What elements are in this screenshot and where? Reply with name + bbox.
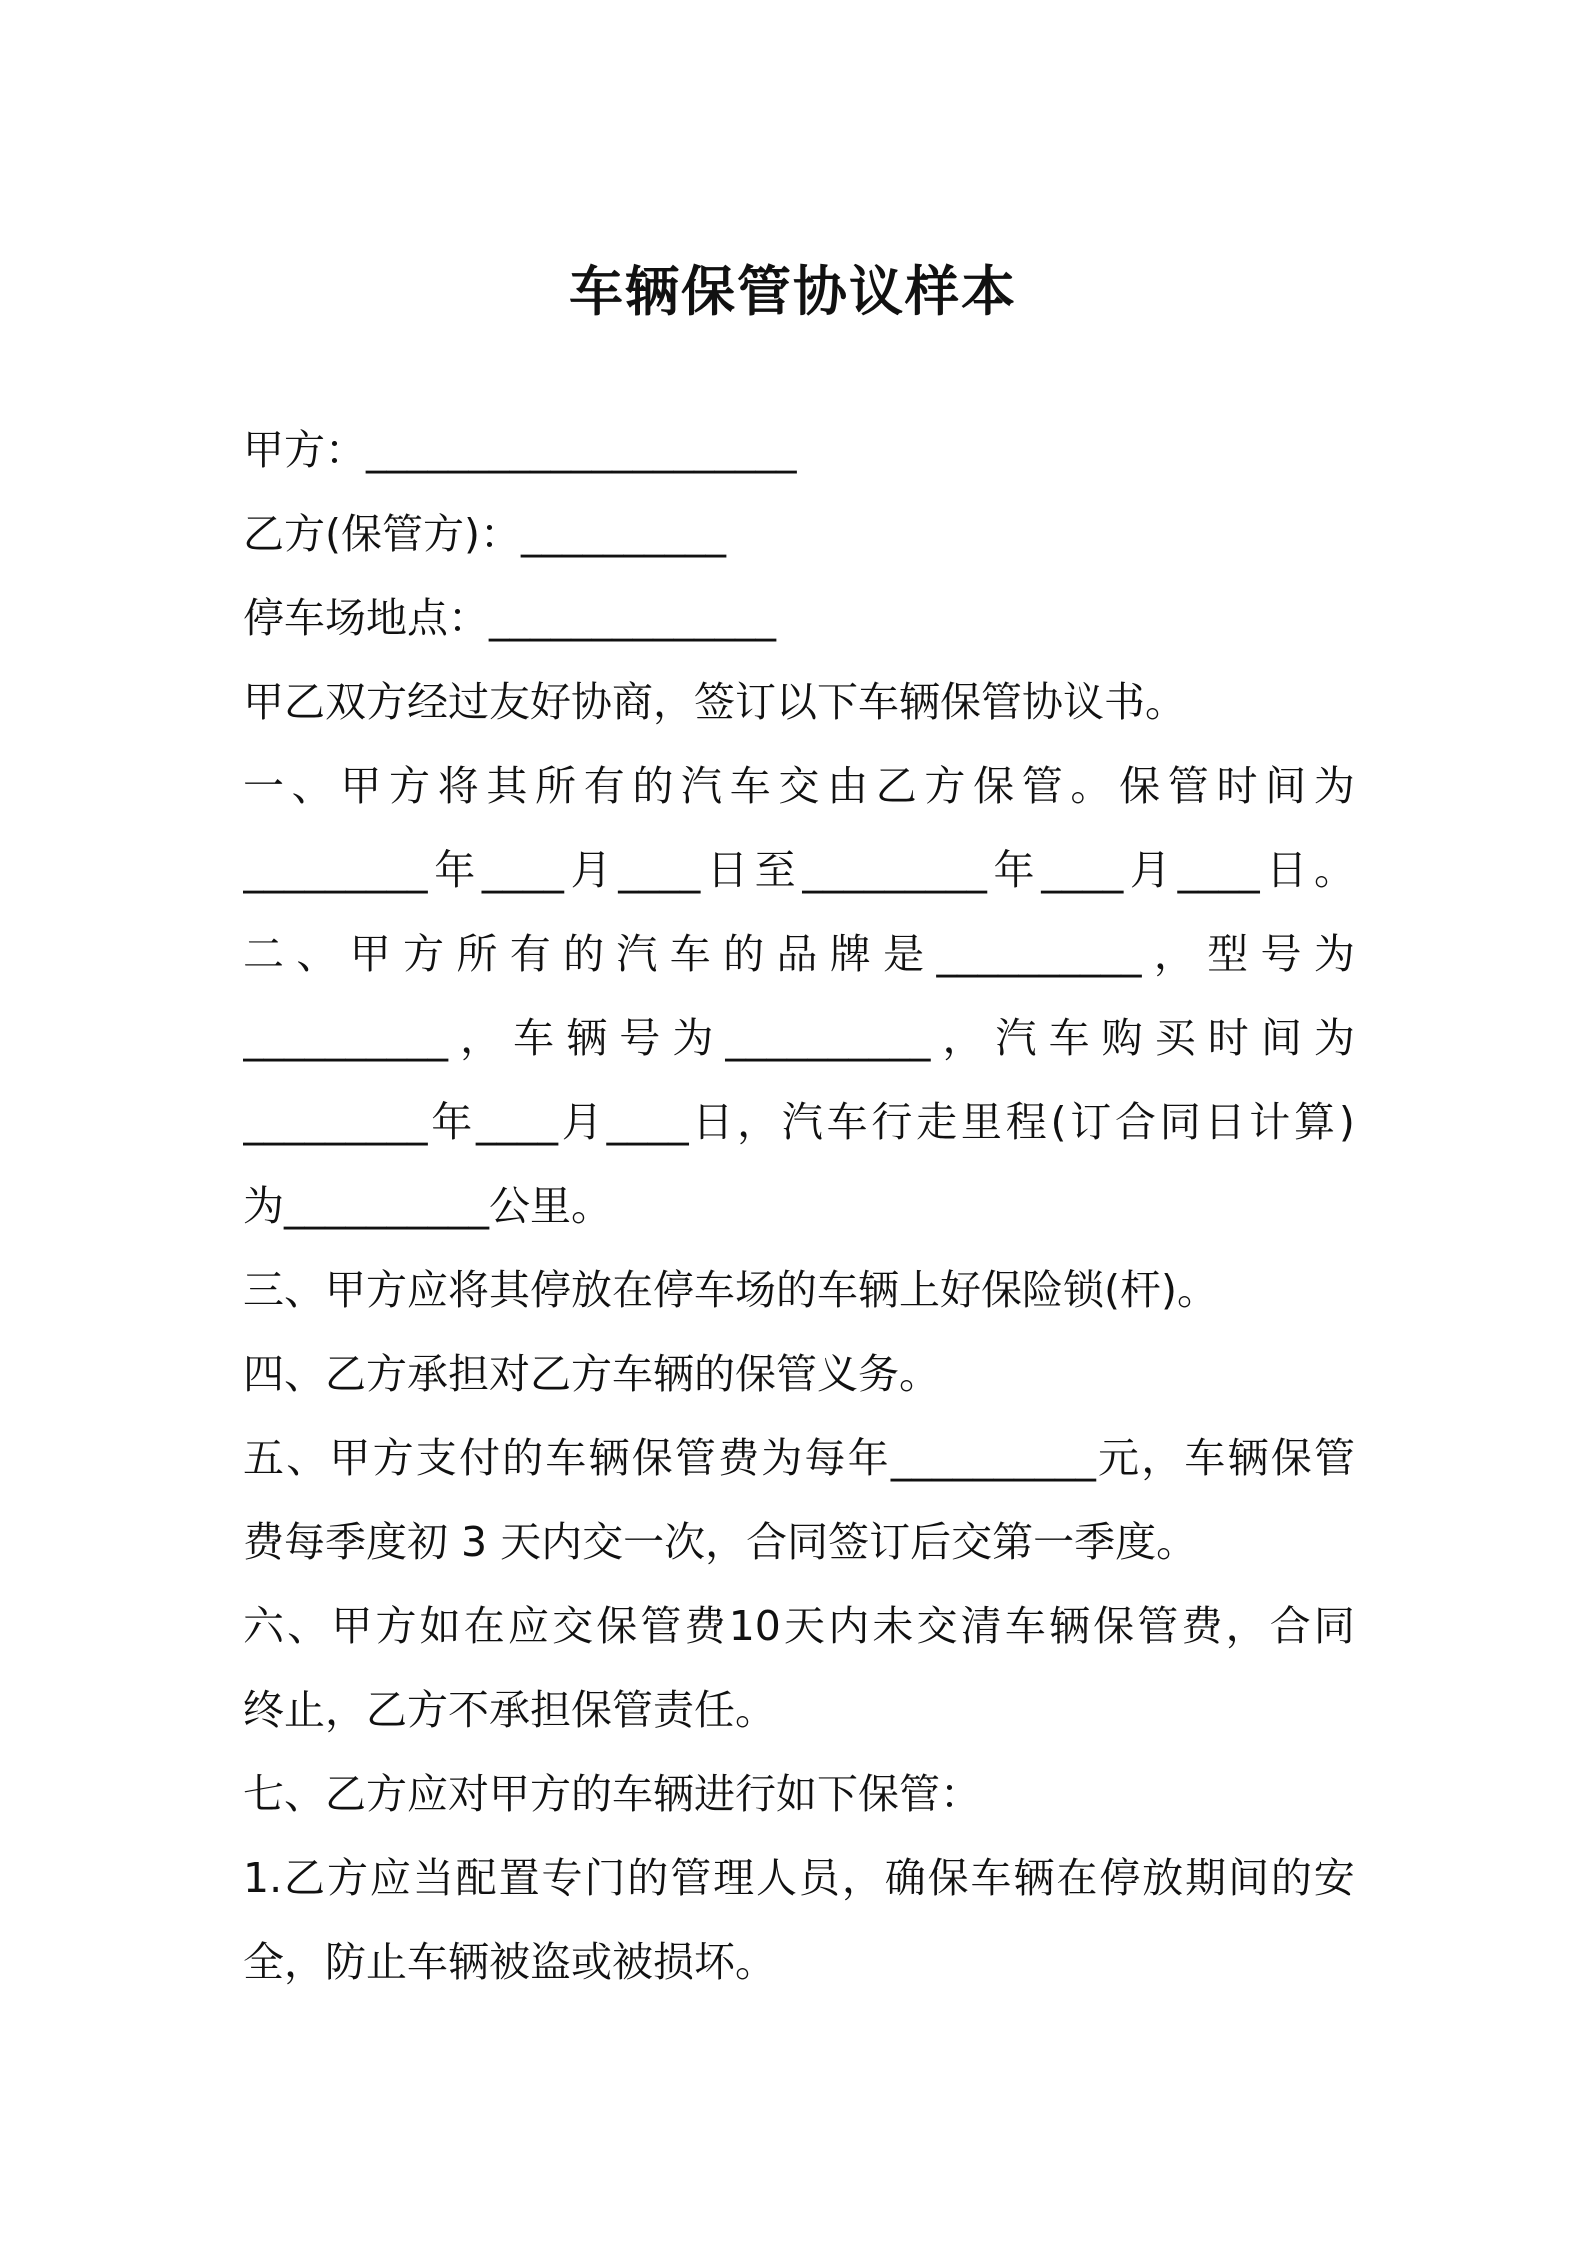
clause-7-item-1-line-2: 全，防止车辆被盗或被损坏。 bbox=[243, 1938, 776, 1986]
clause-1-line-1: 一 、 甲 方 将 其 所 有 的 汽 车 交 由 乙 方 保 管 。 保 管 时 间 为 bbox=[243, 762, 1355, 810]
clause-2-line-4: 为__________公里。 bbox=[243, 1182, 612, 1230]
parking-location-line: 停车场地点：______________ bbox=[243, 594, 776, 642]
clause-7-line: 七、乙方应对甲方的车辆进行如下保管： bbox=[243, 1770, 981, 1818]
clause-6-line-2: 终止，乙方不承担保管责任。 bbox=[243, 1686, 776, 1734]
clause-2-line-3: _________ 年 ____ 月 ____ 日 ， 汽 车 行 走 里 程 ( 订 合 同 日 计 算 ) bbox=[243, 1098, 1355, 1146]
clause-6-line-1: 六 、 甲 方 如 在 应 交 保 管 费 10 天 内 未 交 清 车 辆 保 管 费 ， 合 同 bbox=[243, 1602, 1355, 1650]
party-b-line: 乙方(保管方)：__________ bbox=[243, 510, 726, 558]
preamble-line: 甲乙双方经过友好协商，签订以下车辆保管协议书。 bbox=[243, 678, 1186, 726]
clause-5-line-1: 五 、 甲 方 支 付 的 车 辆 保 管 费 为 每 年 __________ 元 ， 车 辆 保 管 bbox=[243, 1434, 1355, 1482]
clause-2-line-2: __________ ， 车 辆 号 为 __________ ， 汽 车 购 买 时 间 为 bbox=[243, 1014, 1355, 1062]
party-a-line: 甲方：_____________________ bbox=[243, 426, 797, 474]
clause-7-item-1-line-1: 1. 乙 方 应 当 配 置 专 门 的 管 理 人 员 ， 确 保 车 辆 在 停 放 期 间 的 安 bbox=[243, 1854, 1355, 1902]
clause-2-line-1: 二 、 甲 方 所 有 的 汽 车 的 品 牌 是 __________ ， 型 号 为 bbox=[243, 930, 1355, 978]
clause-4-line: 四、乙方承担对乙方车辆的保管义务。 bbox=[243, 1350, 940, 1398]
document-body bbox=[243, 408, 1355, 2004]
clause-3-line: 三、甲方应将其停放在停车场的车辆上好保险锁(杆)。 bbox=[243, 1266, 1218, 1314]
document-title: 车辆保管协议样本 bbox=[569, 260, 1017, 323]
clause-5-line-2: 费每季度初 3 天内交一次，合同签订后交第一季度。 bbox=[243, 1518, 1198, 1566]
clause-1-line-2: _________ 年 ____ 月 ____ 日 至 _________ 年 ____ 月 ____ 日 。 bbox=[243, 846, 1355, 894]
